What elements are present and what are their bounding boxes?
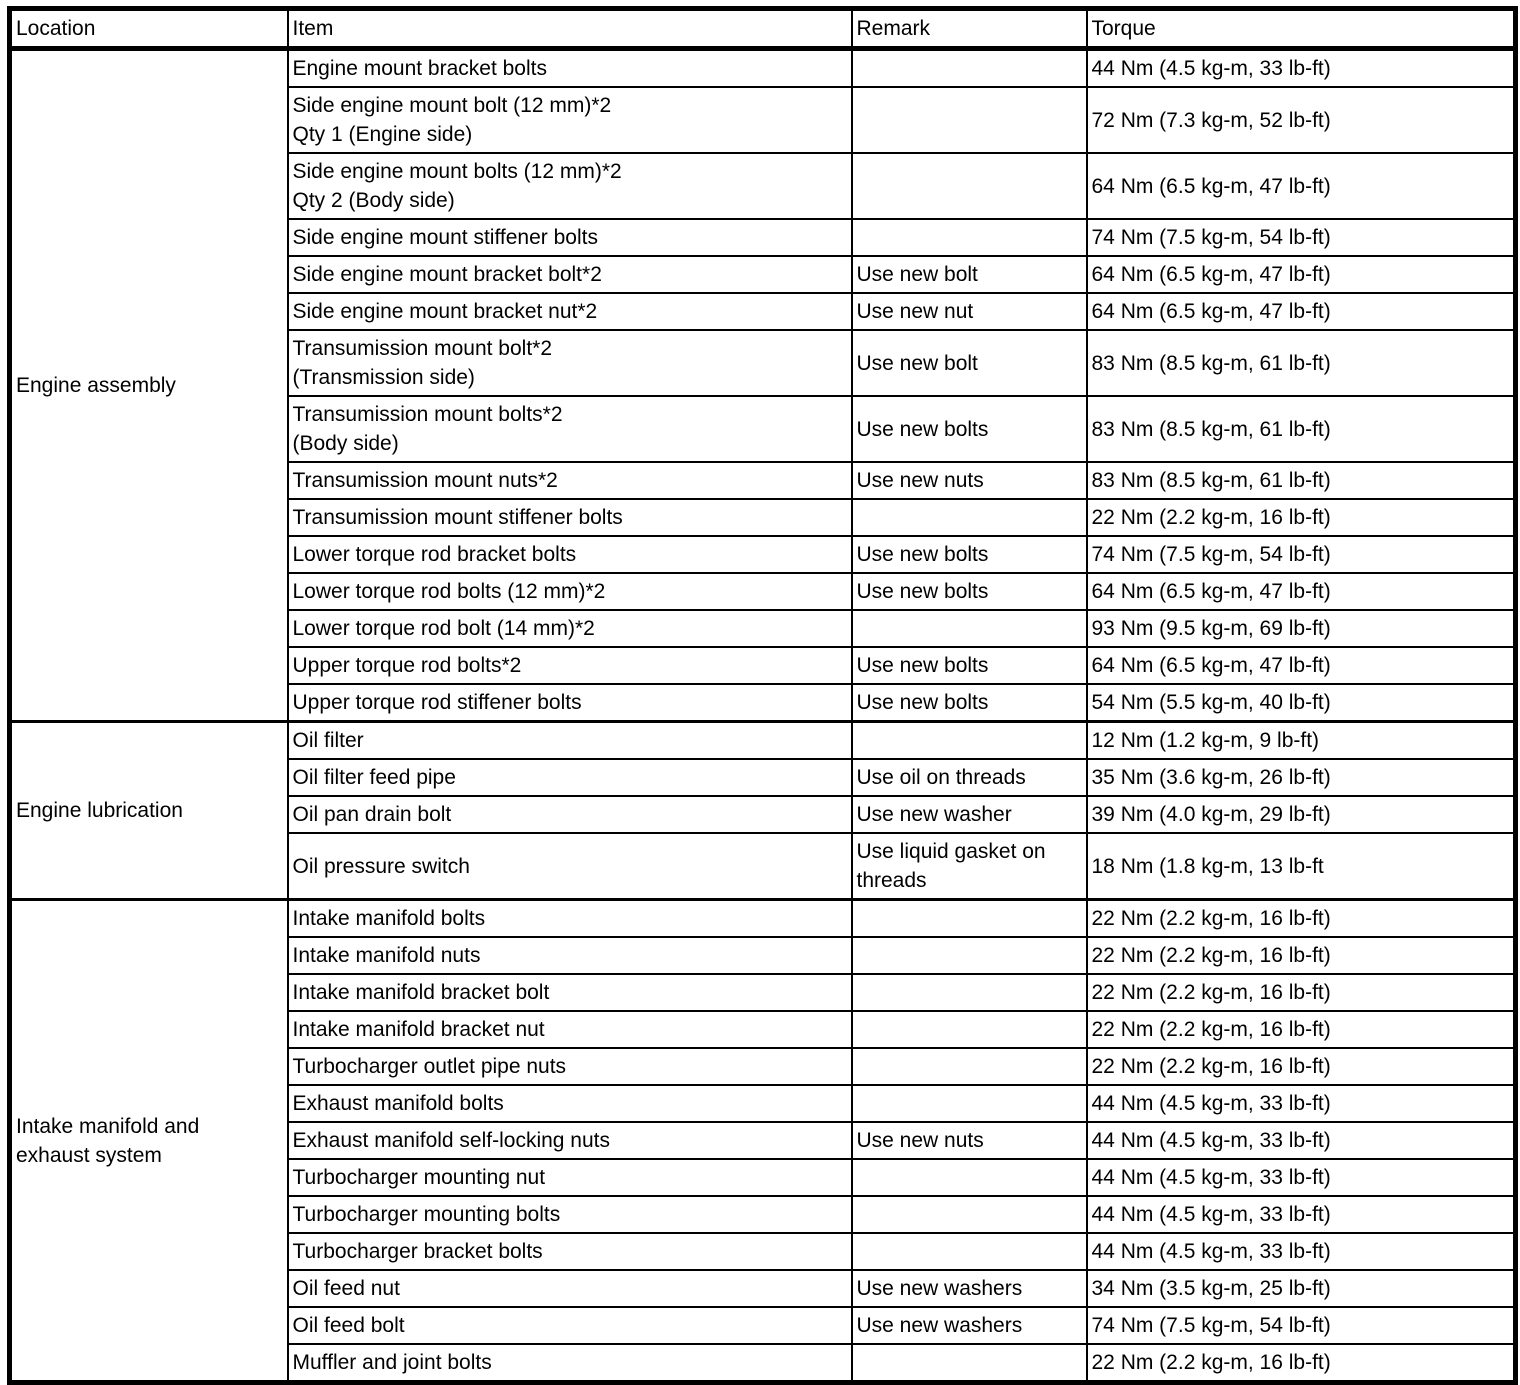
torque-cell: 83 Nm (8.5 kg-m, 61 lb-ft) (1087, 330, 1516, 396)
remark-cell (852, 573, 1087, 610)
item-cell (288, 1344, 852, 1383)
remark-line: Use new bolts (856, 417, 989, 441)
torque-cell: 44 Nm (4.5 kg-m, 33 lb-ft) (1087, 1196, 1516, 1233)
remark-line: Use new washers (856, 1277, 1023, 1300)
remark-line: Use new bolts (856, 580, 989, 603)
item-line: Lower torque rod bolts (12 mm)*2 (292, 580, 606, 603)
header-location: Location (10, 9, 288, 49)
table-row (10, 49, 1516, 88)
remark-line: Use new bolts (856, 654, 989, 677)
remark-cell (852, 1307, 1087, 1344)
location-cell (10, 722, 288, 900)
item-cell (288, 796, 852, 833)
remark-line: Use oil on threads (856, 766, 1026, 789)
remark-cell (852, 1196, 1087, 1233)
item-line: Oil feed nut (292, 1277, 400, 1300)
header-remark: Remark (852, 9, 1087, 49)
torque-cell: 44 Nm (4.5 kg-m, 33 lb-ft) (1087, 1233, 1516, 1270)
item-line: Side engine mount bolts (12 mm)*2 (292, 160, 622, 183)
item-line: Muffler and joint bolts (292, 1351, 492, 1374)
item-line: Side engine mount bracket nut*2 (292, 300, 598, 323)
item-cell (288, 937, 852, 974)
item-cell (288, 1307, 852, 1344)
remark-line: Use new washers (856, 1314, 1023, 1337)
item-line: Turbocharger outlet pipe nuts (292, 1055, 567, 1078)
location-line: Intake manifold and (16, 1114, 200, 1138)
item-line: Oil pan drain bolt (292, 803, 452, 826)
item-cell (288, 219, 852, 256)
remark-line: Use new nuts (856, 1129, 984, 1152)
remark-cell (852, 1011, 1087, 1048)
item-cell (288, 1048, 852, 1085)
item-line: Oil filter feed pipe (292, 766, 456, 789)
torque-cell: 74 Nm (7.5 kg-m, 54 lb-ft) (1087, 219, 1516, 256)
item-cell (288, 536, 852, 573)
item-line: Qty 2 (Body side) (292, 189, 455, 212)
item-line: Intake manifold bolts (292, 907, 486, 930)
location-cell (10, 900, 288, 1383)
remark-line: Use new bolts (856, 691, 989, 714)
torque-cell: 64 Nm (6.5 kg-m, 47 lb-ft) (1087, 293, 1516, 330)
item-line: Oil feed bolt (292, 1314, 405, 1337)
remark-cell (852, 759, 1087, 796)
remark-cell (852, 87, 1087, 153)
torque-cell: 22 Nm (2.2 kg-m, 16 lb-ft) (1087, 1344, 1516, 1383)
torque-cell: 22 Nm (2.2 kg-m, 16 lb-ft) (1087, 1048, 1516, 1085)
torque-cell: 54 Nm (5.5 kg-m, 40 lb-ft) (1087, 684, 1516, 722)
remark-cell (852, 684, 1087, 722)
remark-line: Use new nuts (856, 469, 984, 492)
remark-cell (852, 153, 1087, 219)
remark-cell (852, 499, 1087, 536)
remark-cell (852, 1233, 1087, 1270)
remark-cell (852, 1159, 1087, 1196)
remark-cell (852, 536, 1087, 573)
torque-cell: 83 Nm (8.5 kg-m, 61 lb-ft) (1087, 462, 1516, 499)
remark-cell (852, 796, 1087, 833)
torque-cell: 12 Nm (1.2 kg-m, 9 lb-ft) (1087, 722, 1516, 760)
torque-cell: 64 Nm (6.5 kg-m, 47 lb-ft) (1087, 153, 1516, 219)
item-cell (288, 1233, 852, 1270)
location-line: exhaust system (16, 1143, 162, 1167)
item-line: Transumission mount stiffener bolts (292, 506, 623, 529)
item-cell (288, 462, 852, 499)
remark-line: Use new bolt (856, 263, 978, 286)
item-line: Transumission mount bolt*2 (292, 337, 553, 360)
remark-line: Use new nut (856, 300, 974, 323)
item-line: Lower torque rod bracket bolts (292, 543, 577, 566)
torque-cell: 44 Nm (4.5 kg-m, 33 lb-ft) (1087, 1122, 1516, 1159)
remark-line: Use new washer (856, 803, 1012, 826)
torque-cell: 18 Nm (1.8 kg-m, 13 lb-ft (1087, 833, 1516, 900)
item-line: Oil filter (292, 729, 364, 752)
torque-cell: 64 Nm (6.5 kg-m, 47 lb-ft) (1087, 256, 1516, 293)
item-line: Upper torque rod bolts*2 (292, 654, 522, 677)
torque-cell: 22 Nm (2.2 kg-m, 16 lb-ft) (1087, 1011, 1516, 1048)
torque-cell: 83 Nm (8.5 kg-m, 61 lb-ft) (1087, 396, 1516, 462)
remark-cell (852, 219, 1087, 256)
torque-cell: 93 Nm (9.5 kg-m, 69 lb-ft) (1087, 610, 1516, 647)
item-cell (288, 900, 852, 938)
torque-cell: 64 Nm (6.5 kg-m, 47 lb-ft) (1087, 573, 1516, 610)
item-cell (288, 49, 852, 88)
item-line: Transumission mount bolts*2 (292, 403, 563, 426)
item-cell (288, 1011, 852, 1048)
remark-cell (852, 256, 1087, 293)
item-line: Lower torque rod bolt (14 mm)*2 (292, 617, 595, 640)
remark-cell (852, 49, 1087, 88)
item-cell (288, 1122, 852, 1159)
remark-cell (852, 1085, 1087, 1122)
remark-cell (852, 462, 1087, 499)
item-cell (288, 293, 852, 330)
location-line: Engine assembly (16, 374, 176, 397)
torque-cell: 22 Nm (2.2 kg-m, 16 lb-ft) (1087, 937, 1516, 974)
item-cell (288, 573, 852, 610)
remark-cell (852, 1270, 1087, 1307)
item-cell (288, 1270, 852, 1307)
torque-cell: 22 Nm (2.2 kg-m, 16 lb-ft) (1087, 499, 1516, 536)
item-cell (288, 974, 852, 1011)
torque-cell: 34 Nm (3.5 kg-m, 25 lb-ft) (1087, 1270, 1516, 1307)
item-cell (288, 87, 852, 153)
item-line: Side engine mount bracket bolt*2 (292, 263, 602, 286)
torque-cell: 72 Nm (7.3 kg-m, 52 lb-ft) (1087, 87, 1516, 153)
item-cell (288, 396, 852, 462)
item-cell (288, 722, 852, 760)
remark-cell (852, 396, 1087, 462)
item-cell (288, 1085, 852, 1122)
remark-cell (852, 1122, 1087, 1159)
item-line: Oil pressure switch (292, 854, 470, 878)
item-line: Side engine mount stiffener bolts (292, 226, 598, 249)
item-cell (288, 833, 852, 900)
table-body (10, 49, 1516, 1383)
item-line: (Transmission side) (292, 366, 475, 389)
remark-cell (852, 974, 1087, 1011)
location-line: Engine lubrication (16, 799, 183, 822)
torque-cell: 22 Nm (2.2 kg-m, 16 lb-ft) (1087, 974, 1516, 1011)
item-line: Turbocharger mounting bolts (292, 1203, 561, 1226)
item-cell (288, 1196, 852, 1233)
remark-line: Use liquid gasket on (856, 840, 1046, 863)
remark-cell (852, 722, 1087, 760)
item-cell (288, 499, 852, 536)
item-line: Qty 1 (Engine side) (292, 123, 473, 146)
item-cell (288, 1159, 852, 1196)
item-cell (288, 610, 852, 647)
item-cell (288, 153, 852, 219)
torque-cell: 35 Nm (3.6 kg-m, 26 lb-ft) (1087, 759, 1516, 796)
torque-cell: 44 Nm (4.5 kg-m, 33 lb-ft) (1087, 1085, 1516, 1122)
remark-line: Use new bolts (856, 543, 989, 566)
header-item: Item (288, 9, 852, 49)
item-line: Engine mount bracket bolts (292, 57, 547, 80)
remark-cell (852, 833, 1087, 900)
remark-cell (852, 900, 1087, 938)
item-line: Exhaust manifold bolts (292, 1092, 504, 1115)
remark-line: Use new bolt (856, 351, 978, 375)
remark-cell (852, 610, 1087, 647)
torque-cell: 44 Nm (4.5 kg-m, 33 lb-ft) (1087, 49, 1516, 88)
item-line: Transumission mount nuts*2 (292, 469, 558, 492)
item-cell (288, 684, 852, 722)
header-row (10, 9, 1516, 49)
remark-cell (852, 1048, 1087, 1085)
item-line: Intake manifold bracket nut (292, 1018, 545, 1041)
torque-cell: 74 Nm (7.5 kg-m, 54 lb-ft) (1087, 536, 1516, 573)
item-line: Side engine mount bolt (12 mm)*2 (292, 94, 612, 117)
item-line: Upper torque rod stiffener bolts (292, 691, 582, 714)
table-row (10, 722, 1516, 760)
item-cell (288, 759, 852, 796)
item-cell (288, 330, 852, 396)
torque-spec-table (7, 6, 1518, 1385)
remark-cell (852, 330, 1087, 396)
item-cell (288, 256, 852, 293)
remark-line: threads (856, 869, 927, 892)
torque-cell: 64 Nm (6.5 kg-m, 47 lb-ft) (1087, 647, 1516, 684)
item-line: Turbocharger bracket bolts (292, 1240, 543, 1263)
table-row (10, 900, 1516, 938)
remark-cell (852, 647, 1087, 684)
torque-cell: 44 Nm (4.5 kg-m, 33 lb-ft) (1087, 1159, 1516, 1196)
location-cell (10, 49, 288, 722)
item-line: Turbocharger mounting nut (292, 1166, 546, 1189)
item-line: Intake manifold bracket bolt (292, 981, 550, 1004)
item-cell (288, 647, 852, 684)
torque-cell: 74 Nm (7.5 kg-m, 54 lb-ft) (1087, 1307, 1516, 1344)
header-torque: Torque (1087, 9, 1516, 49)
remark-cell (852, 293, 1087, 330)
item-line: Intake manifold nuts (292, 944, 481, 967)
remark-cell (852, 1344, 1087, 1383)
torque-cell: 39 Nm (4.0 kg-m, 29 lb-ft) (1087, 796, 1516, 833)
item-line: Exhaust manifold self-locking nuts (292, 1129, 610, 1152)
torque-cell: 22 Nm (2.2 kg-m, 16 lb-ft) (1087, 900, 1516, 938)
item-line: (Body side) (292, 432, 399, 455)
remark-cell (852, 937, 1087, 974)
